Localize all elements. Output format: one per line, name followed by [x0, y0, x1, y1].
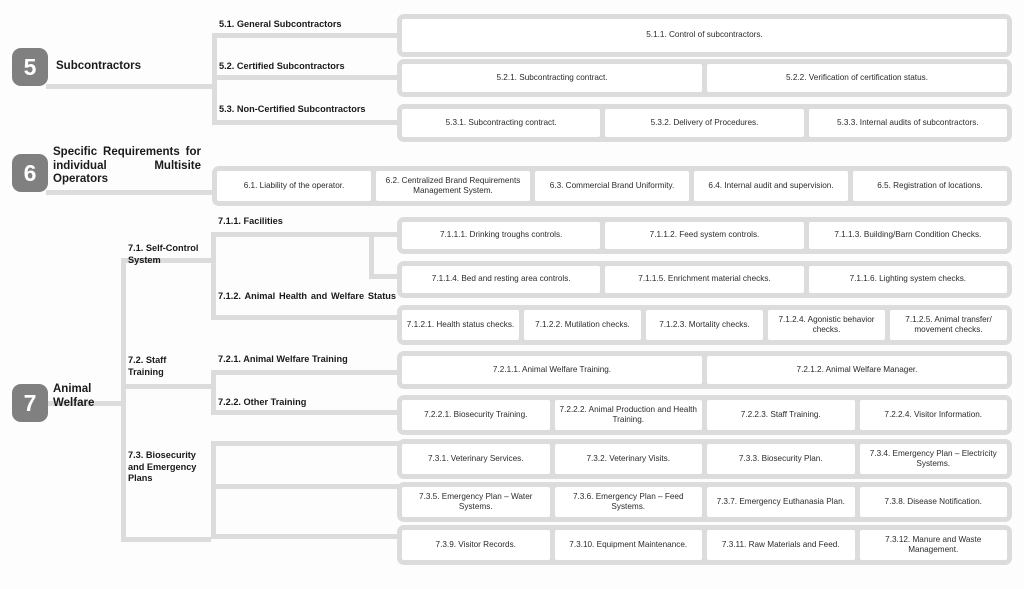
node-label-7-2-1: 7.2.1. Animal Welfare Training	[218, 354, 348, 364]
leaf-cell[interactable]: 7.3.7. Emergency Euthanasia Plan.	[707, 487, 855, 517]
leaf-cell[interactable]: 7.3.6. Emergency Plan – Feed Systems.	[555, 487, 703, 517]
leaf-cell[interactable]: 6.4. Internal audit and supervision.	[694, 171, 848, 201]
leaf-cell[interactable]: 7.1.1.6. Lighting system checks.	[809, 266, 1007, 293]
leaf-cell[interactable]: 7.3.10. Equipment Maintenance.	[555, 530, 703, 560]
leaf-cell[interactable]: 7.3.8. Disease Notification.	[860, 487, 1008, 517]
leaf-group-5-2	[397, 59, 1012, 97]
leaf-cell[interactable]: 5.1.1. Control of subcontractors.	[402, 19, 1007, 52]
leaf-cell[interactable]: 5.3.3. Internal audits of subcontractors.	[809, 109, 1007, 137]
connector-s7-branch-73	[121, 537, 211, 542]
leaf-cell[interactable]: 7.3.1. Veterinary Services.	[402, 444, 550, 474]
leaf-cell[interactable]: 7.2.2.1. Biosecurity Training.	[402, 400, 550, 430]
leaf-group-7-1-1-row-1	[397, 217, 1012, 254]
connector-71-spine	[211, 232, 216, 320]
leaf-cell[interactable]: 7.1.1.3. Building/Barn Condition Checks.	[809, 222, 1007, 249]
leaf-cell[interactable]: 7.1.1.5. Enrichment material checks.	[605, 266, 803, 293]
leaf-cell[interactable]: 7.1.2.4. Agonistic behavior checks.	[768, 310, 885, 340]
connector-73-row-1	[211, 441, 400, 446]
node-label-7-3: 7.3. Biosecurity and Emergency Plans	[128, 450, 197, 483]
connector-711-spine	[369, 232, 374, 278]
connector-711-row-2	[369, 274, 400, 279]
leaf-cell[interactable]: 5.2.1. Subcontracting contract.	[402, 64, 702, 92]
connector-s5-spine	[212, 35, 217, 125]
node-label-7-2: 7.2. Staff Training	[128, 355, 167, 377]
connector-71-branch-711	[211, 232, 371, 237]
node-label-7-1-1: 7.1.1. Facilities	[218, 216, 283, 226]
connector-s7-branch-72	[121, 384, 211, 389]
leaf-cell[interactable]: 7.3.12. Manure and Waste Management.	[860, 530, 1008, 560]
leaf-group-5-1	[397, 14, 1012, 57]
connector-73-spine	[211, 441, 216, 539]
leaf-cell[interactable]: 6.5. Registration of locations.	[853, 171, 1007, 201]
leaf-cell[interactable]: 7.3.3. Biosecurity Plan.	[707, 444, 855, 474]
leaf-group-7-1-2	[397, 305, 1012, 345]
leaf-cell[interactable]: 6.3. Commercial Brand Uniformity.	[535, 171, 689, 201]
connector-73-row-2	[211, 484, 400, 489]
connector-s5-branch-1	[212, 33, 400, 38]
leaf-cell[interactable]: 7.1.2.3. Mortality checks.	[646, 310, 763, 340]
node-label-7-1-2: 7.1.2. Animal Health and Welfare Status	[218, 291, 396, 301]
node-label-5-1: 5.1. General Subcontractors	[219, 19, 342, 29]
node-label-7-1: 7.1. Self-Control System	[128, 243, 199, 265]
leaf-cell[interactable]: 7.1.1.2. Feed system controls.	[605, 222, 803, 249]
node-label-5-3: 5.3. Non-Certified Subcontractors	[219, 104, 366, 114]
leaf-group-7-2-2	[397, 395, 1012, 435]
leaf-cell[interactable]: 7.1.2.5. Animal transfer/ movement checks.	[890, 310, 1007, 340]
leaf-cell[interactable]: 7.3.11. Raw Materials and Feed.	[707, 530, 855, 560]
leaf-cell[interactable]: 7.2.2.3. Staff Training.	[707, 400, 855, 430]
connector-711-row-1	[369, 232, 400, 237]
leaf-cell[interactable]: 6.2. Centralized Brand Requirements Management System.	[376, 171, 530, 201]
leaf-cell[interactable]: 5.3.1. Subcontracting contract.	[402, 109, 600, 137]
leaf-cell[interactable]: 7.2.1.1. Animal Welfare Training.	[402, 356, 702, 384]
connector-71-branch-712	[211, 315, 400, 320]
section-title-5: Subcontractors	[56, 60, 141, 72]
leaf-group-7-3-row-1	[397, 439, 1012, 479]
leaf-group-7-2-1	[397, 351, 1012, 389]
leaf-group-5-3	[397, 104, 1012, 142]
section-title-7: Animal Welfare	[53, 383, 95, 409]
leaf-cell[interactable]: 5.2.2. Verification of certification status.	[707, 64, 1007, 92]
leaf-cell[interactable]: 7.3.2. Veterinary Visits.	[555, 444, 703, 474]
leaf-cell[interactable]: 7.1.2.2. Mutilation checks.	[524, 310, 641, 340]
leaf-cell[interactable]: 7.2.2.2. Animal Production and Health Training.	[555, 400, 703, 430]
node-label-5-2: 5.2. Certified Subcontractors	[219, 61, 345, 71]
connector-s5-trunk	[46, 84, 214, 89]
section-title-6: Specific Requirements for individual Multisite Operators	[53, 146, 201, 185]
leaf-cell[interactable]: 7.3.5. Emergency Plan – Water Systems.	[402, 487, 550, 517]
leaf-cell[interactable]: 7.3.4. Emergency Plan – Electricity Systems.	[860, 444, 1008, 474]
leaf-group-7-3-row-3	[397, 525, 1012, 565]
leaf-group-7-3-row-2	[397, 482, 1012, 522]
connector-72-spine	[211, 370, 216, 415]
leaf-cell[interactable]: 7.1.1.1. Drinking troughs controls.	[402, 222, 600, 249]
connector-73-row-3	[211, 534, 400, 539]
connector-72-branch-721	[211, 370, 400, 375]
leaf-cell[interactable]: 7.1.2.1. Health status checks.	[402, 310, 519, 340]
leaf-cell[interactable]: 6.1. Liability of the operator.	[217, 171, 371, 201]
section-badge-7: 7	[12, 384, 48, 422]
node-label-7-2-2: 7.2.2. Other Training	[218, 397, 307, 407]
connector-72-branch-722	[211, 410, 400, 415]
section-badge-5: 5	[12, 48, 48, 86]
leaf-cell[interactable]: 7.2.1.2. Animal Welfare Manager.	[707, 356, 1007, 384]
leaf-cell[interactable]: 7.1.1.4. Bed and resting area controls.	[402, 266, 600, 293]
connector-s5-branch-2	[212, 75, 400, 80]
leaf-cell[interactable]: 7.2.2.4. Visitor Information.	[860, 400, 1008, 430]
leaf-cell[interactable]: 7.3.9. Visitor Records.	[402, 530, 550, 560]
leaf-group-6	[212, 166, 1012, 206]
leaf-cell[interactable]: 5.3.2. Delivery of Procedures.	[605, 109, 803, 137]
connector-s5-branch-3	[212, 120, 400, 125]
leaf-group-7-1-1-row-2	[397, 261, 1012, 298]
section-badge-6: 6	[12, 154, 48, 192]
